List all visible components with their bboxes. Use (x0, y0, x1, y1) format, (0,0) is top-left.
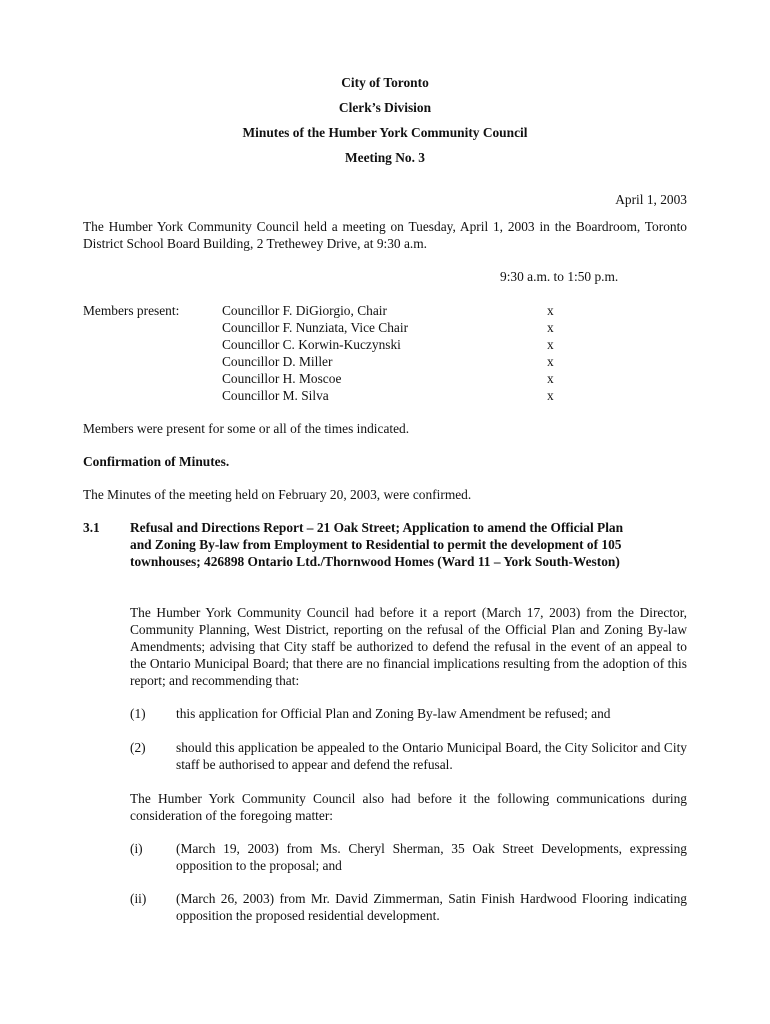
communication-text: (March 19, 2003) from Ms. Cheryl Sherman, 35 Oak Street Developments, expressing opposition to the proposal; and (176, 841, 687, 873)
attendance-marks (547, 302, 554, 404)
members-note: Members were present for some or all of the times indicated. (83, 421, 410, 436)
confirmation-heading: Confirmation of Minutes. (83, 454, 230, 469)
attendance-mark: x (547, 354, 554, 369)
communication-number: (i) (130, 841, 143, 856)
confirmation-text: The Minutes of the meeting held on February 20, 2003, were confirmed. (83, 487, 472, 502)
item-report-paragraph: The Humber York Community Council had before it a report (March 17, 2003) from the Director, Community Planning, West District, reporting on the refusal of the Official Plan and Zoning By-law Amendments; advising that City staff be authorized to defend the refusal in the event of an appeal to the Ontario Municipal Board; that there are no financial implications resulting from the adoption of this report; and recommending that: (130, 605, 687, 688)
member-name: Councillor H. Moscoe (222, 371, 342, 386)
item-title: Refusal and Directions Report – 21 Oak Street; Application to amend the Official Plan and Zoning By-law from Employment to Residential to permit the development of 105 townhouses; 426898 Ontario Ltd./Thornwood Homes (Ward 11 – York South-Weston) (130, 520, 624, 569)
attendance-mark: x (547, 371, 554, 386)
member-name: Councillor D. Miller (222, 354, 333, 369)
recommendation-text: should this application be appealed to the Ontario Municipal Board, the City Solicitor and City staff be authorised to appear and defend the refusal. (176, 740, 687, 772)
header-city: City of Toronto (341, 75, 429, 90)
recommendation-number: (1) (130, 706, 146, 721)
meeting-time-range: 9:30 a.m. to 1:50 p.m. (500, 269, 619, 284)
members-present-label: Members present: (83, 303, 180, 318)
member-name: Councillor C. Korwin-Kuczynski (222, 337, 401, 352)
intro-paragraph: The Humber York Community Council held a meeting on Tuesday, April 1, 2003 in the Boardroom, Toronto District School Board Building, 2 Trethewey Drive, at 9:30 a.m. (83, 219, 687, 251)
attendance-mark: x (547, 320, 554, 335)
meeting-date: April 1, 2003 (615, 192, 687, 207)
member-name: Councillor F. DiGiorgio, Chair (222, 303, 387, 318)
recommendation-text: this application for Official Plan and Zoning By-law Amendment be refused; and (176, 706, 611, 721)
item-number: 3.1 (83, 520, 100, 535)
header-meeting-number: Meeting No. 3 (345, 150, 425, 165)
attendance-mark: x (547, 303, 554, 318)
header-council: Minutes of the Humber York Community Council (242, 125, 528, 140)
attendance-mark: x (547, 388, 554, 403)
member-name: Councillor F. Nunziata, Vice Chair (222, 320, 409, 335)
members-list (222, 302, 408, 404)
communication-number: (ii) (130, 891, 147, 906)
item-communications-paragraph: The Humber York Community Council also had before it the following communications during consideration of the foregoing matter: (130, 791, 687, 823)
header-division: Clerk’s Division (338, 100, 432, 115)
attendance-mark: x (547, 337, 554, 352)
communication-text: (March 26, 2003) from Mr. David Zimmerman, Satin Finish Hardwood Flooring indicating opposition the proposed residential development. (176, 891, 687, 923)
member-name: Councillor M. Silva (222, 388, 329, 403)
recommendation-number: (2) (130, 740, 146, 755)
